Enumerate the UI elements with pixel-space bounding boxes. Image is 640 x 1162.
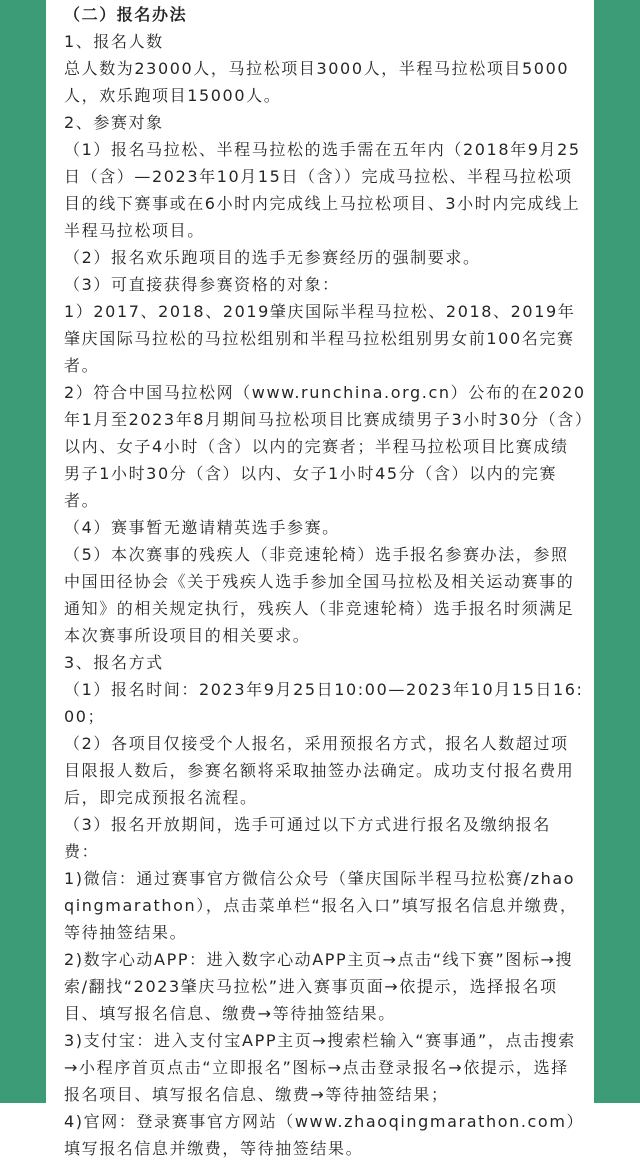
participants-item-3: （3）可直接获得参赛资格的对象： xyxy=(64,275,340,294)
registration-document xyxy=(46,0,594,1158)
participants-item-2: （2）报名欢乐跑项目的选手无参赛经历的强制要求。 xyxy=(64,248,481,267)
right-green-border xyxy=(594,0,640,1103)
method-wechat: 1)微信：通过赛事官方微信公众号（肇庆国际半程马拉松赛/zhaoqingmarathon），点击菜单栏“报名入口”填写报名信息并缴费，等待抽签结果。 xyxy=(64,869,578,942)
heading-registration-count: 1、报名人数 xyxy=(64,32,164,51)
method-item-1: （1）报名时间：2023年9月25日10:00—2023年10月15日16:00； xyxy=(64,680,584,726)
heading-participants: 2、参赛对象 xyxy=(64,113,164,132)
participants-item-4: （4）赛事暂无邀请精英选手参赛。 xyxy=(64,518,340,537)
participants-item-3-sub-2: 2）符合中国马拉松网（www.runchina.org.cn）公布的在2020年1月至2023年8月期间马拉松项目比赛成绩男子3小时30分（含）以内、女子4小时（含）以内的完赛者；半程马拉松项目比赛成绩男子1小时30分（含）以内、女子1小时45分（含）以内的完赛者。 xyxy=(64,383,586,510)
method-website: 4)官网：登录赛事官方网站（www.zhaoqingmarathon.com）填写报名信息并缴费，等待抽签结果。 xyxy=(64,1112,585,1158)
section-title: （二）报名办法 xyxy=(64,5,188,24)
participants-item-5: （5）本次赛事的残疾人（非竞速轮椅）选手报名参赛办法，参照中国田径协会《关于残疾人选手参加全国马拉松及相关运动赛事的通知》的相关规定执行，残疾人（非竞速轮椅）选手报名时须满足本次赛事所设项目的相关要求。 xyxy=(64,545,575,645)
method-item-3: （3）报名开放期间，选手可通过以下方式进行报名及缴纳报名费： xyxy=(64,815,551,861)
method-item-2: （2）各项目仅接受个人报名，采用预报名方式，报名人数超过项目限报人数后，参赛名额将采取抽签办法确定。成功支付报名费用后，即完成预报名流程。 xyxy=(64,734,575,807)
registration-count-text: 总人数为23000人，马拉松项目3000人，半程马拉松项目5000人，欢乐跑项目15000人。 xyxy=(64,59,570,105)
method-app: 2)数字心动APP：进入数字心动APP主页→点击“线下赛”图标→搜索/翻找“2023肇庆马拉松”进入赛事页面→依提示，选择报名项目、填写报名信息、缴费→等待抽签结果。 xyxy=(64,950,574,1023)
participants-item-3-sub-1: 1）2017、2018、2019肇庆国际半程马拉松、2018、2019年肇庆国际马拉松的马拉松组别和半程马拉松组别男女前100名完赛者。 xyxy=(64,302,576,375)
method-alipay: 3)支付宝：进入支付宝APP主页→搜索栏输入“赛事通”，点击搜索→小程序首页点击“立即报名”图标→点击登录报名→依提示，选择报名项目、填写报名信息、缴费→等待抽签结果； xyxy=(64,1031,576,1104)
heading-registration-method: 3、报名方式 xyxy=(64,653,164,672)
left-green-border xyxy=(0,0,46,1103)
participants-item-1: （1）报名马拉松、半程马拉松的选手需在五年内（2018年9月25日（含）—2023年10月15日（含））完成马拉松、半程马拉松项目的线下赛事或在6小时内完成线上马拉松项目、3小时内完成线上半程马拉松项目。 xyxy=(64,140,581,240)
